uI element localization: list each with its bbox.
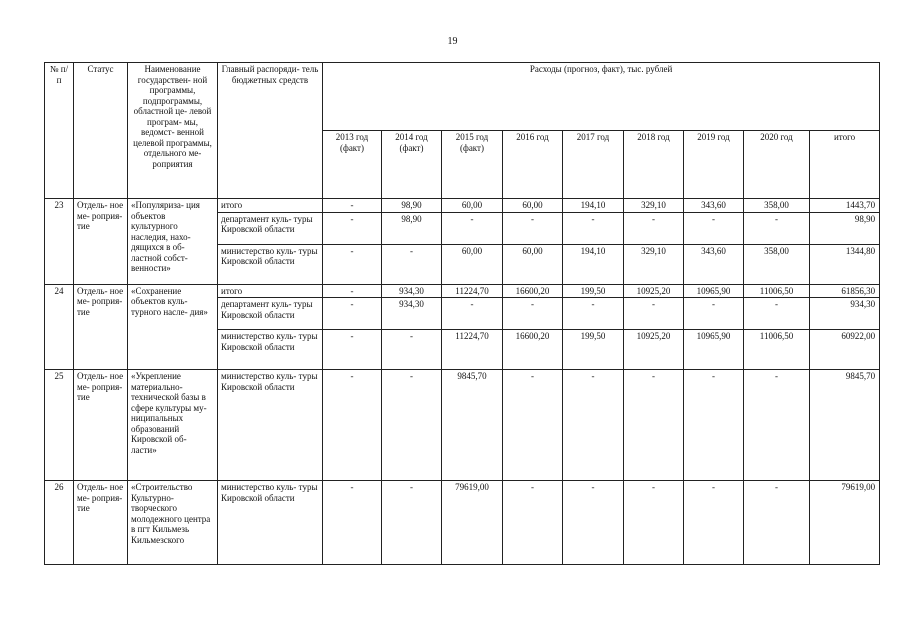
expense-value: 16600,20 (503, 330, 563, 370)
expense-value: - (323, 298, 382, 330)
expense-value: 11224,70 (442, 284, 503, 298)
expense-value: 10965,90 (684, 330, 744, 370)
expense-value: 10925,20 (624, 284, 684, 298)
expense-value: 79619,00 (442, 481, 503, 565)
expense-value: - (382, 244, 442, 284)
expense-value: 61856,30 (810, 284, 880, 298)
expense-value: 11224,70 (442, 330, 503, 370)
table-row (45, 284, 880, 298)
expense-value: 60,00 (442, 199, 503, 213)
row-admin: итого (218, 199, 323, 213)
row-program-name: «Укрепление материально- технической базы в сфере культуры му- ниципальных образований Кировской об- ласти» (128, 370, 218, 481)
expense-value: 934,30 (810, 298, 880, 330)
expense-value: - (624, 370, 684, 481)
expense-value: 358,00 (744, 199, 810, 213)
expense-value: 934,30 (382, 298, 442, 330)
expense-value: - (323, 330, 382, 370)
expense-value: - (442, 298, 503, 330)
header-num: № п/п (45, 63, 74, 199)
row-program-name: «Строительство Культурно- творческого молодежного центра в пгт Кильмезь Кильмезского (128, 481, 218, 565)
header-year: 2020 год (744, 131, 810, 199)
header-year: 2015 год (факт) (442, 131, 503, 199)
expense-value: - (323, 481, 382, 565)
expense-value: - (382, 370, 442, 481)
row-program-name: «Популяриза- ция объектов культурного наследия, нахо- дящихся в об- ластной собст- венности» (128, 199, 218, 285)
row-status: Отдель- ное ме- роприя- тие (74, 370, 128, 481)
expense-value: - (442, 212, 503, 244)
expense-value: 934,30 (382, 284, 442, 298)
expense-value: 11006,50 (744, 330, 810, 370)
expense-value: 343,60 (684, 244, 744, 284)
row-number: 25 (45, 370, 74, 481)
row-program-name: «Сохранение объектов куль- турного насле- дия» (128, 284, 218, 370)
header-year: 2014 год (факт) (382, 131, 442, 199)
row-status: Отдель- ное ме- роприя- тие (74, 284, 128, 370)
expense-value: 16600,20 (503, 284, 563, 298)
expense-value: 9845,70 (810, 370, 880, 481)
expense-value: - (382, 330, 442, 370)
row-number: 23 (45, 199, 74, 285)
expense-value: 60922,00 (810, 330, 880, 370)
table-row (45, 370, 880, 481)
header-expenses: Расходы (прогноз, факт), тыс. рублей (323, 63, 880, 131)
expense-value: 10965,90 (684, 284, 744, 298)
expense-value: 194,10 (563, 199, 624, 213)
expense-value: - (503, 481, 563, 565)
header-name: Наименование государствен- ной программы, подпрограммы, областной це- левой програм- мы, ведомст- венной целевой программы, отдельного ме- роприятия (128, 63, 218, 199)
row-admin: департамент куль- туры Кировской области (218, 212, 323, 244)
table-row (45, 481, 880, 565)
expense-value: - (382, 481, 442, 565)
expense-value: - (323, 284, 382, 298)
header-year: 2013 год (факт) (323, 131, 382, 199)
row-admin: министерство куль- туры Кировской области (218, 481, 323, 565)
expense-value: 60,00 (503, 244, 563, 284)
table-row (45, 199, 880, 213)
row-number: 26 (45, 481, 74, 565)
row-admin: министерство куль- туры Кировской области (218, 330, 323, 370)
header-year: 2016 год (503, 131, 563, 199)
expense-value: - (744, 370, 810, 481)
expenses-table (44, 62, 880, 565)
expense-value: 9845,70 (442, 370, 503, 481)
expense-value: - (624, 481, 684, 565)
expense-value: - (563, 481, 624, 565)
expense-value: - (684, 370, 744, 481)
expense-value: - (323, 244, 382, 284)
expense-value: 199,50 (563, 330, 624, 370)
expense-value: - (624, 212, 684, 244)
row-admin: департамент куль- туры Кировской области (218, 298, 323, 330)
expense-value: 329,10 (624, 244, 684, 284)
expense-value: - (563, 212, 624, 244)
expense-value: - (503, 370, 563, 481)
expense-value: - (744, 212, 810, 244)
expense-value: 98,90 (382, 212, 442, 244)
row-status: Отдель- ное ме- роприя- тие (74, 199, 128, 285)
expense-value: - (323, 212, 382, 244)
expense-value: - (684, 481, 744, 565)
expense-value: - (503, 212, 563, 244)
expense-value: - (744, 298, 810, 330)
expense-value: - (684, 298, 744, 330)
expense-value: 98,90 (810, 212, 880, 244)
expense-value: 11006,50 (744, 284, 810, 298)
expense-value: 343,60 (684, 199, 744, 213)
expense-value: 60,00 (503, 199, 563, 213)
expense-value: 79619,00 (810, 481, 880, 565)
expense-value: - (323, 199, 382, 213)
row-admin: итого (218, 284, 323, 298)
expense-value: - (503, 298, 563, 330)
row-status: Отдель- ное ме- роприя- тие (74, 481, 128, 565)
expense-value: 60,00 (442, 244, 503, 284)
header-year: итого (810, 131, 880, 199)
expense-value: - (563, 298, 624, 330)
header-year: 2018 год (624, 131, 684, 199)
header-status: Статус (74, 63, 128, 199)
expense-value: 358,00 (744, 244, 810, 284)
expense-value: 329,10 (624, 199, 684, 213)
expense-value: - (563, 370, 624, 481)
row-admin: министерство куль- туры Кировской области (218, 370, 323, 481)
expense-value: 199,50 (563, 284, 624, 298)
page-number: 19 (447, 36, 458, 47)
expense-value: 10925,20 (624, 330, 684, 370)
expense-value: - (323, 370, 382, 481)
row-number: 24 (45, 284, 74, 370)
expense-value: - (624, 298, 684, 330)
expense-value: 1344,80 (810, 244, 880, 284)
header-year: 2017 год (563, 131, 624, 199)
expense-value: 98,90 (382, 199, 442, 213)
expense-value: - (684, 212, 744, 244)
expense-value: 1443,70 (810, 199, 880, 213)
header-year: 2019 год (684, 131, 744, 199)
expense-value: - (744, 481, 810, 565)
row-admin: министерство куль- туры Кировской области (218, 244, 323, 284)
expense-value: 194,10 (563, 244, 624, 284)
header-admin: Главный распоряди- тель бюджетных средств (218, 63, 323, 199)
